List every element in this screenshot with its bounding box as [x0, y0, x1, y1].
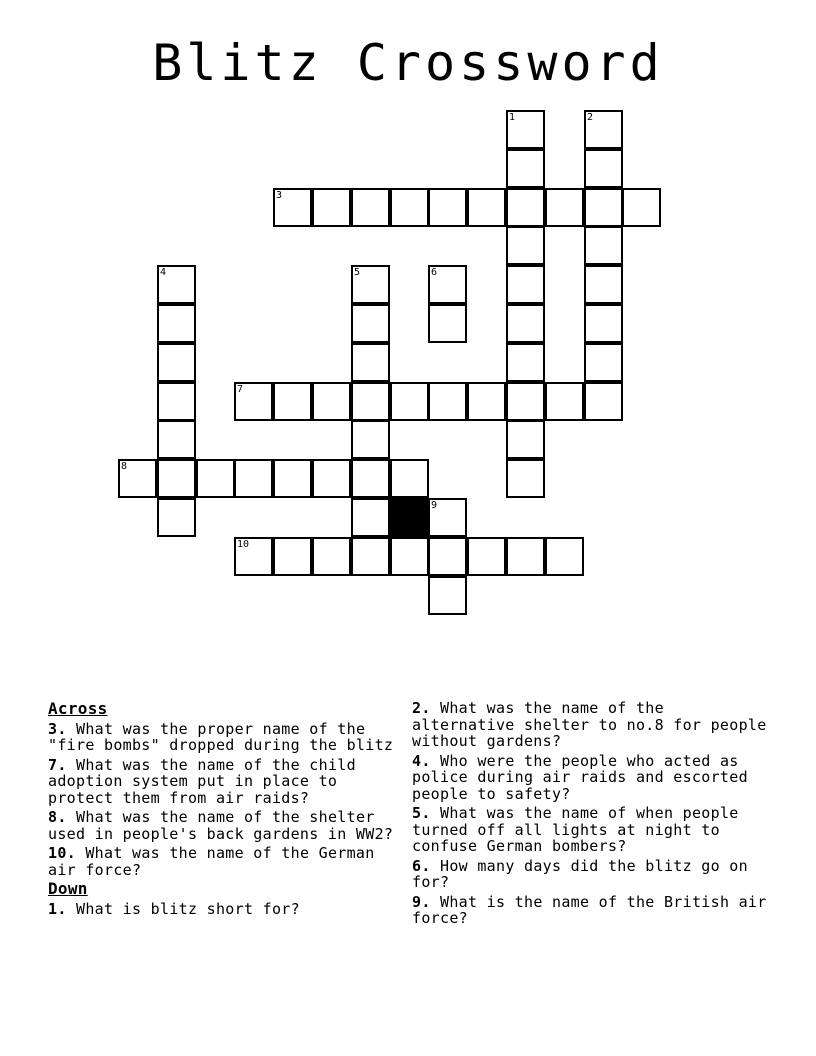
crossword-cell[interactable]: [351, 420, 390, 459]
crossword-cell[interactable]: [312, 537, 351, 576]
crossword-cell[interactable]: [157, 265, 196, 304]
clue-number: 7: [237, 384, 244, 395]
clue-number: 4: [160, 267, 167, 278]
clue: [412, 858, 772, 891]
clue: [48, 845, 404, 878]
clue-text: What was the name of the child adoption system put in place to protect them from air raids?: [48, 755, 356, 807]
down-clue-list-continued: [412, 700, 772, 927]
crossword-cell[interactable]: [157, 304, 196, 343]
crossword-cell[interactable]: [351, 537, 390, 576]
crossword-cell[interactable]: [506, 382, 545, 421]
clue-number: 9: [431, 500, 438, 511]
clue-text: What was the name of the alternative shelter to no.8 for people without gardens?: [412, 699, 767, 750]
crossword-cell[interactable]: [584, 265, 623, 304]
clue-number: 3: [276, 190, 283, 201]
crossword-cell[interactable]: [312, 382, 351, 421]
clue-number-label: 2.: [412, 699, 431, 717]
crossword-cell[interactable]: [584, 382, 623, 421]
crossword-cell[interactable]: [351, 459, 390, 498]
crossword-cell[interactable]: [584, 343, 623, 382]
crossword-cell[interactable]: [390, 537, 429, 576]
crossword-cell[interactable]: [157, 343, 196, 382]
crossword-cell[interactable]: [506, 343, 545, 382]
clue-number-label: 3.: [48, 719, 67, 738]
clue-number-label: 1.: [48, 899, 67, 918]
clue-number: 5: [354, 267, 361, 278]
crossword-cell[interactable]: [467, 382, 506, 421]
crossword-cell[interactable]: [467, 188, 506, 227]
crossword-cell[interactable]: [428, 537, 467, 576]
crossword-cell[interactable]: [545, 188, 584, 227]
clue-number-label: 6.: [412, 856, 431, 875]
clue-number-label: 8.: [48, 808, 67, 826]
crossword-cell[interactable]: [196, 459, 235, 498]
clue: [412, 700, 772, 750]
clues-left-column: [48, 700, 404, 920]
page-title: Blitz Crossword: [152, 34, 664, 92]
crossword-cell[interactable]: [118, 459, 157, 498]
crossword-cell[interactable]: [506, 459, 545, 498]
crossword-cell[interactable]: [273, 459, 312, 498]
across-clue-list: [48, 721, 404, 879]
clue-number: 10: [237, 539, 250, 550]
crossword-cell[interactable]: [351, 304, 390, 343]
clue-text: What is the name of the British air force?: [412, 892, 767, 927]
crossword-cell[interactable]: [157, 498, 196, 537]
crossword-cell[interactable]: [506, 188, 545, 227]
clues-right-column: [412, 700, 772, 930]
crossword-cell[interactable]: [390, 382, 429, 421]
crossword-cell[interactable]: [390, 459, 429, 498]
crossword-cell[interactable]: [234, 459, 273, 498]
crossword-cell[interactable]: [273, 537, 312, 576]
crossword-cell[interactable]: [157, 459, 196, 498]
crossword-cell[interactable]: [157, 382, 196, 421]
crossword-cell[interactable]: [351, 498, 390, 537]
crossword-cell[interactable]: [273, 188, 312, 227]
crossword-cell[interactable]: [390, 188, 429, 227]
crossword-cell[interactable]: [428, 265, 467, 304]
crossword-cell[interactable]: [351, 382, 390, 421]
clue-text: What was the name of the German air force?: [48, 844, 375, 879]
crossword-cell[interactable]: [428, 382, 467, 421]
crossword-cell[interactable]: [584, 110, 623, 149]
crossword-cell[interactable]: [157, 420, 196, 459]
crossword-cell[interactable]: [428, 498, 467, 537]
crossword-cell[interactable]: [273, 382, 312, 421]
clue: [48, 809, 404, 842]
crossword-cell[interactable]: [428, 576, 467, 615]
clue-text: How many days did the blitz go on for?: [412, 856, 748, 891]
clue: [48, 757, 404, 807]
crossword-cell[interactable]: [545, 382, 584, 421]
clue-number: 2: [587, 112, 594, 123]
clue-text: Who were the people who acted as police during air raids and escorted people to safety?: [412, 751, 748, 803]
crossword-cell[interactable]: [351, 265, 390, 304]
clue: [412, 805, 772, 855]
crossword-cell[interactable]: [506, 110, 545, 149]
clue-number: 8: [121, 461, 128, 472]
clue-text: What was the proper name of the "fire bombs" dropped during the blitz: [48, 719, 394, 754]
clue-number: 6: [431, 267, 438, 278]
crossword-cell[interactable]: [234, 382, 273, 421]
crossword-cell[interactable]: [506, 420, 545, 459]
crossword-cell[interactable]: [584, 188, 623, 227]
crossword-cell[interactable]: [428, 304, 467, 343]
clue-number-label: 9.: [412, 892, 431, 911]
crossword-cell[interactable]: [622, 188, 661, 227]
crossword-cell[interactable]: [506, 304, 545, 343]
down-heading: Down: [48, 879, 88, 898]
clue: [48, 901, 404, 918]
crossword-cell[interactable]: [584, 149, 623, 188]
crossword-cell[interactable]: [312, 188, 351, 227]
crossword-cell[interactable]: [234, 537, 273, 576]
clue-number-label: 10.: [48, 844, 76, 862]
clue-number-label: 7.: [48, 755, 67, 774]
clue: [48, 721, 404, 754]
clue: [412, 753, 772, 803]
clue: [412, 894, 772, 927]
crossword-cell[interactable]: [545, 537, 584, 576]
clue-number: 1: [509, 112, 516, 123]
crossword-cell[interactable]: [584, 304, 623, 343]
clue-text: What was the name of the shelter used in people's back gardens in WW2?: [48, 808, 394, 843]
crossword-cell[interactable]: [351, 343, 390, 382]
crossword-cell[interactable]: [351, 188, 390, 227]
clue-number-label: 4.: [412, 751, 431, 770]
crossword-cell[interactable]: [584, 226, 623, 265]
crossword-cell[interactable]: [312, 459, 351, 498]
black-square: [390, 498, 429, 537]
crossword-cell[interactable]: [506, 149, 545, 188]
down-clue-list: [48, 901, 404, 918]
across-heading: Across: [48, 699, 108, 718]
clue-text: What was the name of when people turned off all lights at night to confuse German bombers?: [412, 804, 739, 855]
crossword-cell[interactable]: [506, 537, 545, 576]
crossword-cell[interactable]: [506, 265, 545, 304]
crossword-cell[interactable]: [506, 226, 545, 265]
crossword-cell[interactable]: [428, 188, 467, 227]
clue-text: What is blitz short for?: [76, 899, 300, 918]
clue-number-label: 5.: [412, 804, 431, 822]
crossword-cell[interactable]: [467, 537, 506, 576]
